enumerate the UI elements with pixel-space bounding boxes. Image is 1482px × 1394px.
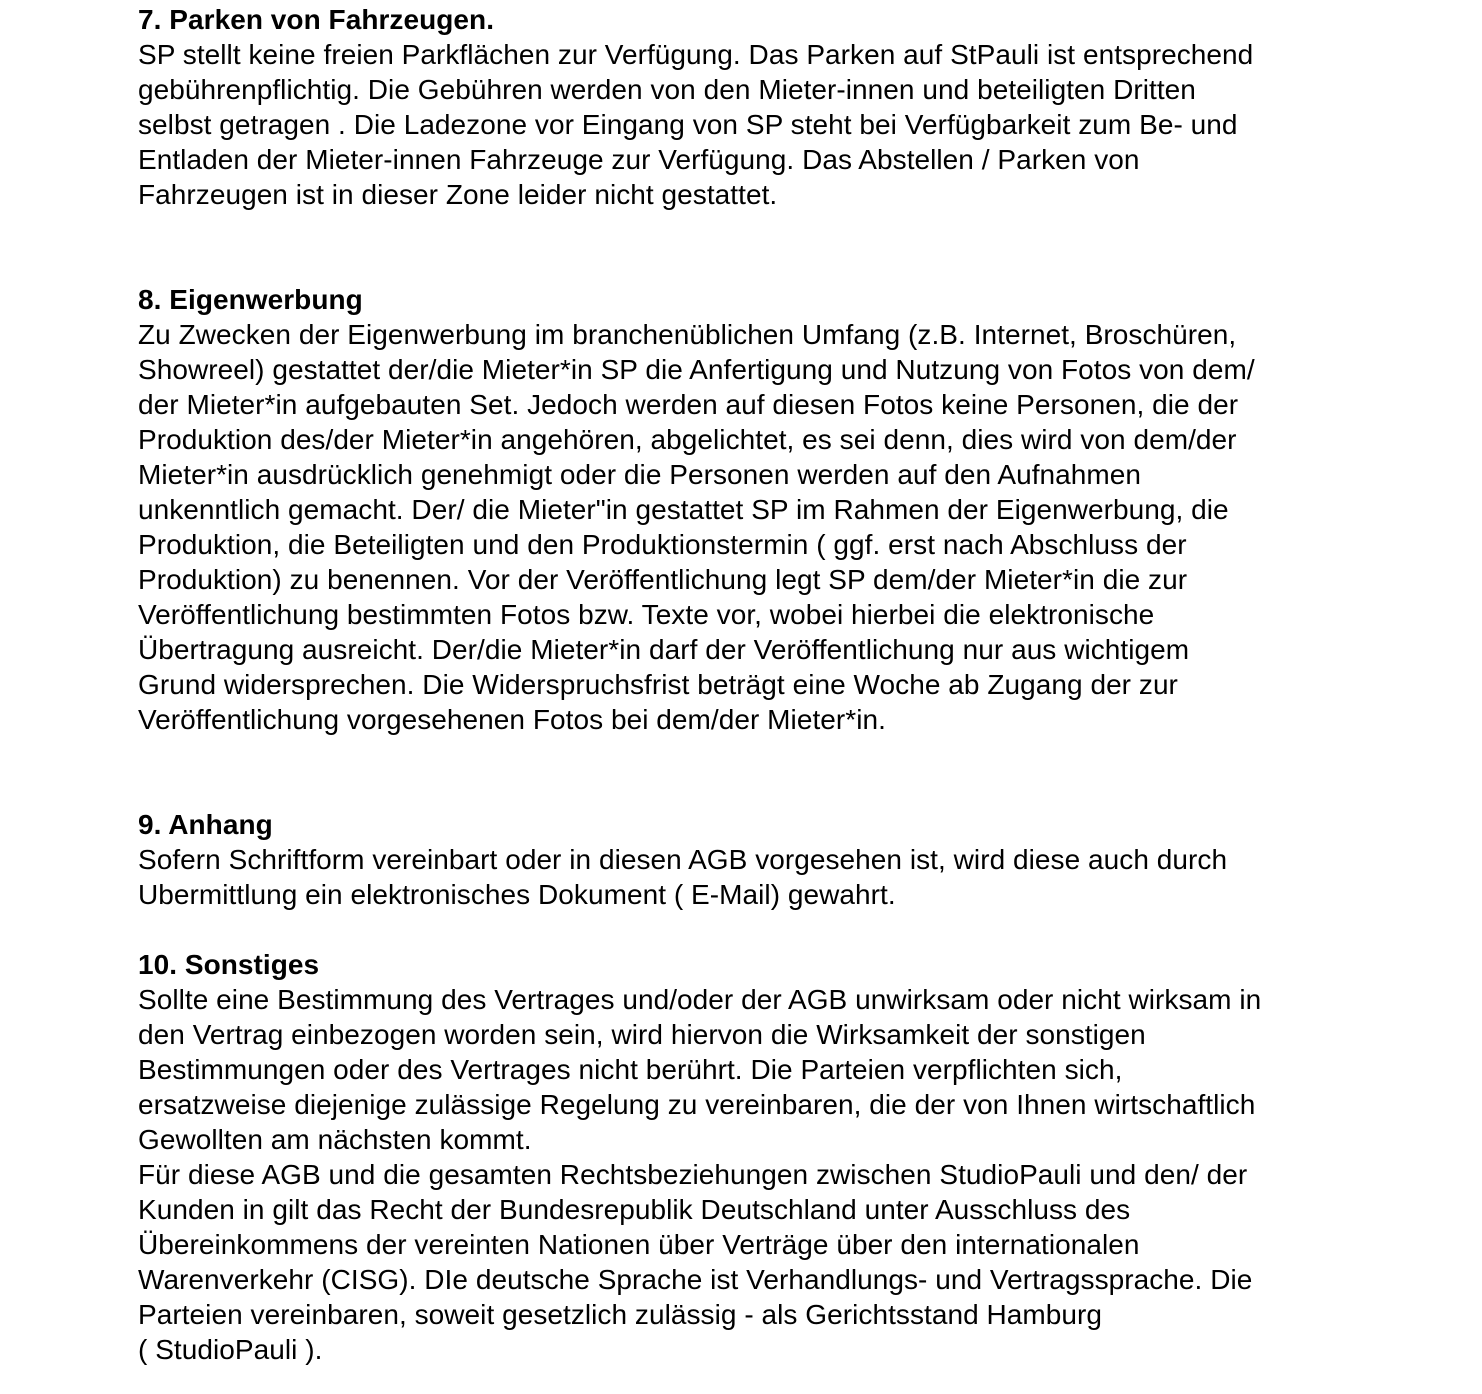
paragraph-line: den Vertrag einbezogen worden sein, wird hiervon die Wirksamkeit der sonstigen [138,1019,1146,1050]
paragraph-line: Sofern Schriftform vereinbart oder in diesen AGB vorgesehen ist, wird diese auch durch [138,844,1228,875]
paragraph-line: der Mieter*in aufgebauten Set. Jedoch werden auf diesen Fotos keine Personen, die der [138,389,1239,420]
paragraph-line: ersatzweise diejenige zulässige Regelung zu vereinbaren, die der von Ihnen wirtschaftlich [138,1089,1256,1120]
paragraph-line: gebührenpflichtig. Die Gebühren werden von den Mieter-innen und beteiligten Dritten [138,74,1196,105]
paragraph-line: SP stellt keine freien Parkflächen zur Verfügung. Das Parken auf StPauli ist entsprechend [138,39,1254,70]
paragraph-line: Übertragung ausreicht. Der/die Mieter*in darf der Veröffentlichung nur aus wichtigem [138,634,1190,665]
paragraph-line: selbst getragen . Die Ladezone vor Eingang von SP steht bei Verfügbarkeit zum Be- und [138,109,1238,140]
paragraph-line: Veröffentlichung bestimmten Fotos bzw. Texte vor, wobei hierbei die elektronische [138,599,1155,630]
document-body [138,2,1358,1367]
paragraph-line: Mieter*in ausdrücklich genehmigt oder die Personen werden auf den Aufnahmen [138,459,1142,490]
paragraph-line: Ubermittlung ein elektronisches Dokument ( E-Mail) gewahrt. [138,879,896,910]
paragraph-line: Showreel) gestattet der/die Mieter*in SP die Anfertigung und Nutzung von Fotos von dem/ [138,354,1255,385]
section-spacer [138,912,1358,947]
section-title: 9. Anhang [138,809,273,840]
paragraph-line: Übereinkommens der vereinten Nationen über Verträge über den internationalen [138,1229,1140,1260]
paragraph-line: Produktion, die Beteiligten und den Produktionstermin ( ggf. erst nach Abschluss der [138,529,1187,560]
section-parken [138,2,1358,212]
section-sonstiges [138,947,1358,1367]
paragraph-line: unkenntlich gemacht. Der/ die Mieter"in gestattet SP im Rahmen der Eigenwerbung, die [138,494,1229,525]
paragraph-line: Gewollten am nächsten kommt. [138,1124,532,1155]
paragraph-line: Für diese AGB und die gesamten Rechtsbeziehungen zwischen StudioPauli und den/ der [138,1159,1248,1190]
paragraph-line: Zu Zwecken der Eigenwerbung im branchenüblichen Umfang (z.B. Internet, Broschüren, [138,319,1237,350]
paragraph-line: Kunden in gilt das Recht der Bundesrepublik Deutschland unter Ausschluss des [138,1194,1131,1225]
section-eigenwerbung [138,282,1358,737]
paragraph-line: Entladen der Mieter-innen Fahrzeuge zur Verfügung. Das Abstellen / Parken von [138,144,1140,175]
section-spacer [138,212,1358,282]
section-title: 8. Eigenwerbung [138,284,363,315]
paragraph-line: Parteien vereinbaren, soweit gesetzlich zulässig - als Gerichtsstand Hamburg [138,1299,1103,1330]
section-title: 10. Sonstiges [138,949,320,980]
paragraph-line: Warenverkehr (CISG). DIe deutsche Sprache ist Verhandlungs- und Vertragssprache. Die [138,1264,1253,1295]
section-anhang [138,807,1358,912]
paragraph-line: Produktion) zu benennen. Vor der Veröffentlichung legt SP dem/der Mieter*in die zur [138,564,1188,595]
paragraph-line: Bestimmungen oder des Vertrages nicht berührt. Die Parteien verpflichten sich, [138,1054,1123,1085]
paragraph-line: Sollte eine Bestimmung des Vertrages und/oder der AGB unwirksam oder nicht wirksam in [138,984,1262,1015]
paragraph-line: ( StudioPauli ). [138,1334,323,1365]
paragraph-line: Veröffentlichung vorgesehenen Fotos bei dem/der Mieter*in. [138,704,886,735]
paragraph-line: Grund widersprechen. Die Widerspruchsfrist beträgt eine Woche ab Zugang der zur [138,669,1178,700]
paragraph-line: Produktion des/der Mieter*in angehören, abgelichtet, es sei denn, dies wird von dem/der [138,424,1237,455]
paragraph-line: Fahrzeugen ist in dieser Zone leider nicht gestattet. [138,179,778,210]
section-spacer [138,737,1358,807]
section-title: 7. Parken von Fahrzeugen. [138,4,495,35]
